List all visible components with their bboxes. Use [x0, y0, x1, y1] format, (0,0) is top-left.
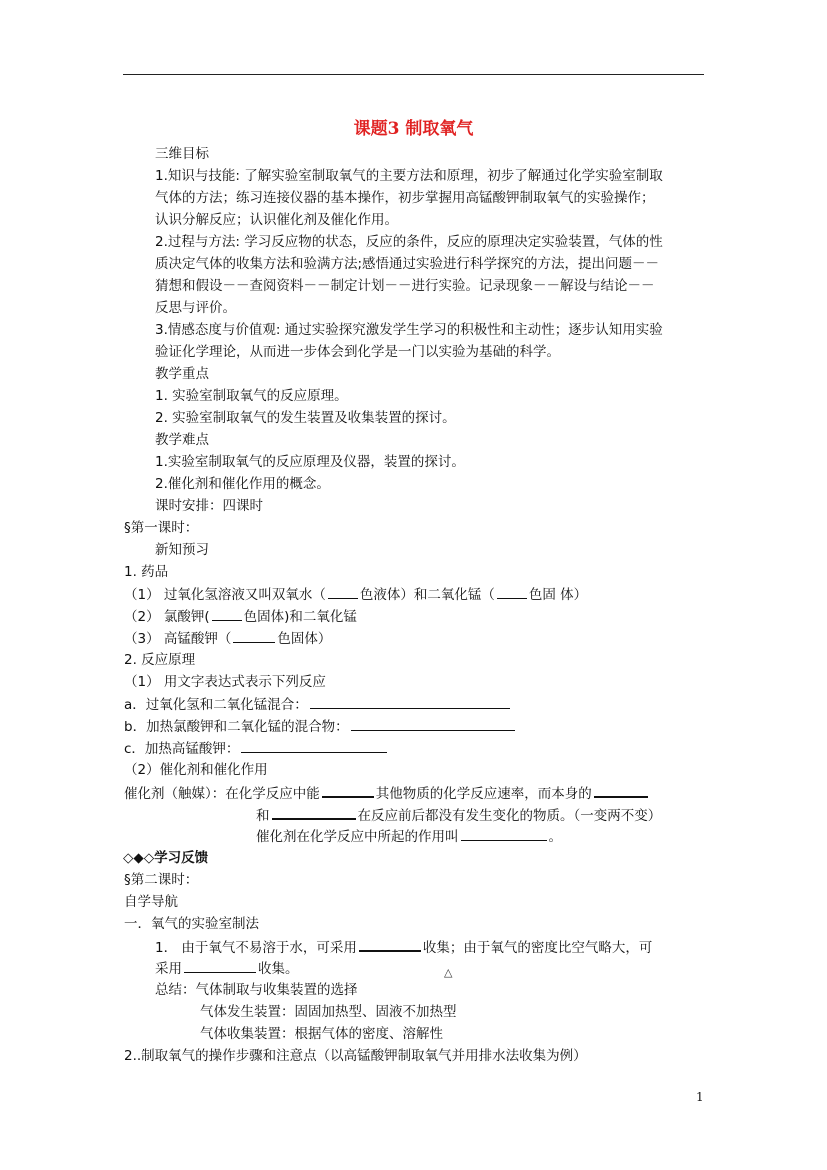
drug-1-text-b: 色液体）和二氧化锰（	[359, 587, 495, 603]
guide-heading: 自学导航	[124, 894, 178, 910]
catalyst-definition-1	[124, 782, 650, 804]
principle-a	[124, 694, 512, 715]
drug-item-2	[124, 606, 357, 627]
difficulty-2: 2.催化剂和催化作用的概念。	[155, 476, 330, 492]
lesson-2-heading: §第二课时：	[124, 872, 199, 888]
method-heading: 一．氧气的实验室制法	[124, 916, 259, 932]
drug-item-1	[124, 584, 587, 605]
catalyst-text-b: 其他物质的化学反应速率，而本身的	[375, 786, 592, 802]
principle-b	[124, 716, 517, 737]
drug-item-3	[124, 628, 331, 649]
schedule: 课时安排：四课时	[155, 498, 263, 514]
drug-1-text-c: 色固 体）	[528, 587, 588, 603]
goal-1-line-2: 气体的方法；练习连接仪器的基本操作，初步掌握用高锰酸钾制取氧气的实验操作；	[155, 190, 655, 206]
goal-2-line-2: 质决定气体的收集方法和验满方法;感悟通过实验进行科学探究的方法，提出问题－－	[155, 256, 660, 272]
difficulty-heading: 教学难点	[155, 432, 209, 448]
catalyst-definition-2	[256, 804, 661, 826]
catalyst-text-a: 催化剂（触媒）：在化学反应中能	[124, 786, 320, 802]
summary: 总结：气体制取与收集装置的选择	[155, 982, 358, 998]
goal-2-line-3: 猜想和假设－－查阅资料－－制定计划－－进行实验。记录现象－－解设与结论－－	[155, 278, 655, 294]
drug-3-blank-color[interactable]	[233, 628, 275, 643]
drugs-heading: 1. 药品	[124, 564, 169, 580]
principle-a-blank[interactable]	[310, 694, 510, 709]
method-1-text-b: 收集；由于氧气的密度比空气略大，可	[422, 940, 653, 956]
key-point-2: 2. 实验室制取氧气的发生装置及收集装置的探讨。	[155, 410, 456, 426]
principle-a-text: a．过氧化氢和二氧化锰混合：	[124, 697, 308, 713]
key-points-heading: 教学重点	[155, 366, 209, 382]
goal-2-line-4: 反思与评价。	[155, 300, 236, 316]
drug-3-text-a: （3） 高锰酸钾（	[124, 631, 232, 647]
catalyst-blank-2[interactable]	[594, 782, 648, 798]
steps-heading: 2..制取氧气的操作步骤和注意点（以高锰酸钾制取氧气并用排水法收集为例）	[124, 1048, 587, 1064]
delta-symbol: △	[444, 966, 453, 979]
goal-1-line-3: 认识分解反应；认识催化剂及催化作用。	[155, 212, 398, 228]
principle-c	[124, 738, 389, 759]
method-item-1-line-2	[155, 958, 299, 979]
catalyst-text-c: 和	[256, 808, 270, 824]
difficulty-1: 1.实验室制取氧气的反应原理及仪器，装置的探讨。	[155, 454, 465, 470]
catalyst-definition-3	[256, 826, 562, 847]
method-item-1-line-1	[155, 936, 652, 958]
page-title: 课题3 制取氧气	[353, 119, 474, 139]
catalyst-text-e: 催化剂在化学反应中所起的作用叫	[256, 829, 459, 845]
catalyst-blank-4[interactable]	[461, 826, 547, 841]
principle-b-text: b．加热氯酸钾和二氧化锰的混合物：	[124, 719, 349, 735]
drug-1-text-a: （1） 过氧化氢溶液又叫双氧水（	[124, 587, 326, 603]
drug-2-blank-color[interactable]	[212, 606, 242, 621]
goal-3-line-2: 验证化学理论，从而进一步体会到化学是一门以实验为基础的科学。	[155, 344, 560, 360]
catalyst-blank-1[interactable]	[322, 782, 374, 798]
method-1-blank-1[interactable]	[359, 936, 421, 952]
method-1-text-c: 采用	[155, 961, 182, 977]
goal-1-line-1: 1.知识与技能: 了解实验室制取氧气的主要方法和原理，初步了解通过化学实验室制取	[155, 168, 663, 184]
method-1-text-a: 1． 由于氧气不易溶于水，可采用	[155, 940, 357, 956]
header-rule	[123, 74, 704, 75]
lesson-1-heading: §第一课时：	[124, 520, 199, 536]
preview-heading: 新知预习	[155, 542, 209, 558]
method-1-text-d: 收集。	[258, 961, 299, 977]
catalyst-text-d: 在反应前后都没有发生变化的物质。（一变两不变）	[357, 808, 662, 824]
feedback-heading: ◇◆◇学习反馈	[123, 850, 209, 866]
principle-heading: 2. 反应原理	[124, 652, 196, 668]
principle-c-blank[interactable]	[241, 738, 387, 753]
goal-2-line-1: 2.过程与方法: 学习反应物的状态，反应的条件，反应的原理决定实验装置，气体的性	[155, 234, 663, 250]
principle-sub-1: （1） 用文字表达式表示下列反应	[124, 674, 326, 690]
catalyst-blank-3[interactable]	[272, 804, 356, 820]
drug-1-blank-color[interactable]	[328, 584, 358, 599]
key-point-1: 1. 实验室制取氧气的反应原理。	[155, 388, 348, 404]
principle-c-text: c．加热高锰酸钾：	[124, 741, 240, 757]
generation-device: 气体发生装置：固固加热型、固液不加热型	[200, 1004, 457, 1020]
catalyst-heading: （2）催化剂和催化作用	[124, 762, 268, 778]
collection-device: 气体收集装置：根据气体的密度、溶解性	[200, 1026, 443, 1042]
method-1-blank-2[interactable]	[184, 958, 256, 973]
principle-b-blank[interactable]	[351, 716, 515, 731]
catalyst-text-f: 。	[548, 829, 562, 845]
drug-2-text-b: 色固体)和二氧化锰	[243, 609, 357, 625]
section-goals-heading: 三维目标	[155, 146, 209, 162]
drug-3-text-b: 色固体）	[277, 631, 332, 647]
page-number: 1	[696, 1090, 704, 1104]
goal-3-line-1: 3.情感态度与价值观: 通过实验探究激发学生学习的积极性和主动性；逐步认知用实验	[155, 322, 663, 338]
drug-1-blank-color-2[interactable]	[497, 584, 527, 599]
drug-2-text-a: （2） 氯酸钾(	[124, 609, 210, 625]
